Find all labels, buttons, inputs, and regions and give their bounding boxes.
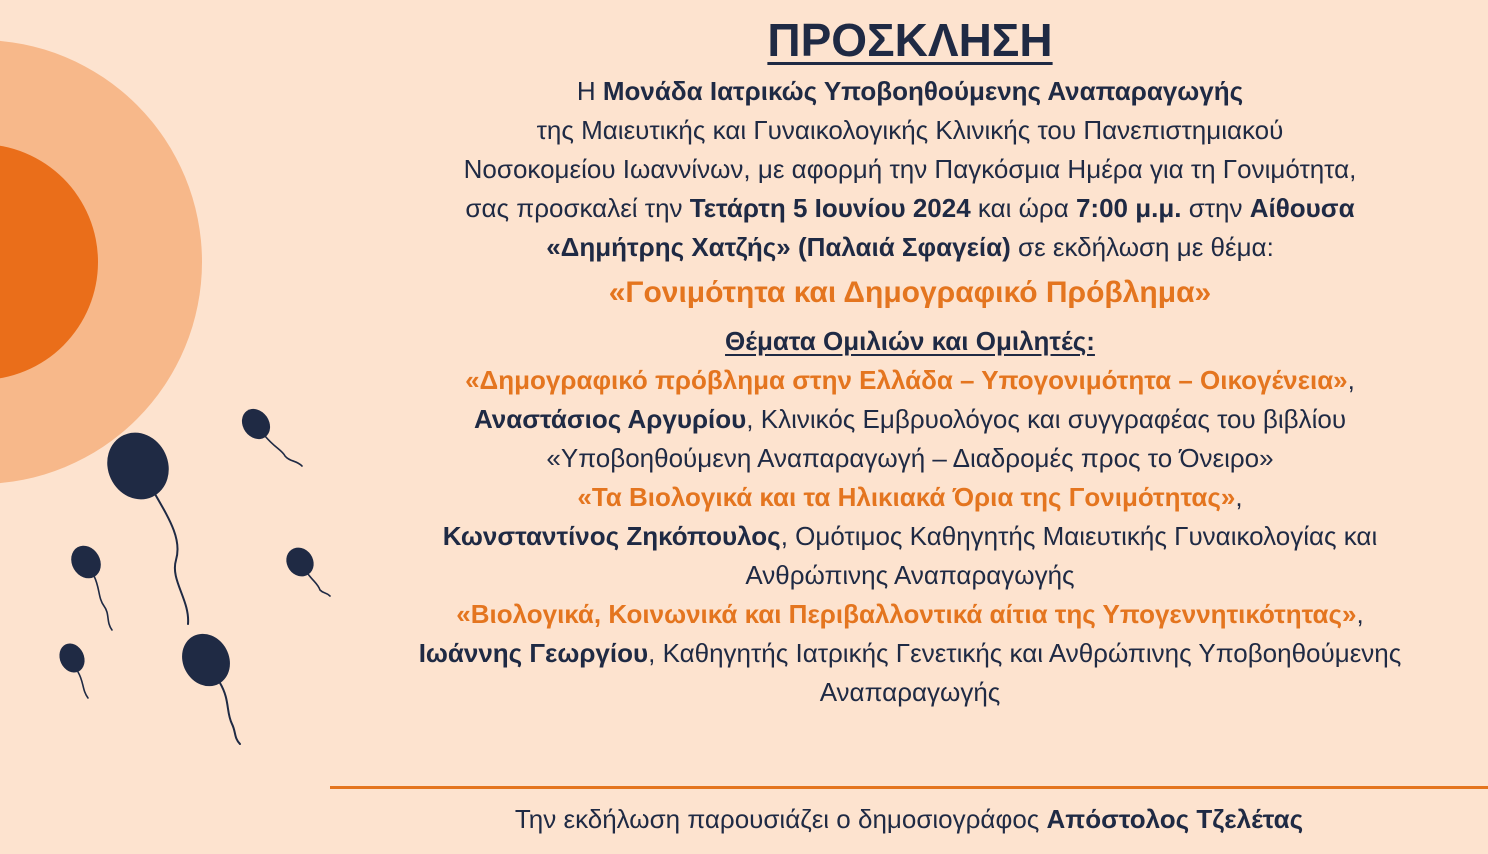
speaker-name: Αναστάσιος Αργυρίου xyxy=(473,404,747,434)
intro-line-3: Νοσοκομείου Ιωαννίνων, με αφορμή την Παγκόσμια Ημέρα για τη Γονιμότητα, xyxy=(463,154,1357,184)
footer-divider xyxy=(330,786,1488,789)
intro-line-5: «Δημήτρης Χατζής» (Παλαιά Σφαγεία) σε εκδήλωση με θέμα: xyxy=(546,232,1274,262)
event-venue: «Δημήτρης Χατζής» (Παλαιά Σφαγεία) xyxy=(546,232,1011,262)
page-title: ΠΡΟΣΚΛΗΣΗ xyxy=(767,14,1053,66)
egg-cell-icon xyxy=(0,40,202,484)
talk-speaker-role: «Υποβοηθούμενη Αναπαραγωγή – Διαδρομές προς το Όνειρο» xyxy=(546,443,1274,473)
talks-heading: Θέματα Ομιλιών και Ομιλητές: xyxy=(725,326,1095,356)
organizer-name: Μονάδα Ιατρικώς Υποβοηθούμενης Αναπαραγωγής xyxy=(602,76,1244,106)
talk-title: «Βιολογικά, Κοινωνικά και Περιβαλλοντικά αίτια της Υπογεννητικότητας», xyxy=(456,599,1364,629)
sperm-icon xyxy=(281,542,330,596)
intro-line-4: σας προσκαλεί την Τετάρτη 5 Ιουνίου 2024 και ώρα 7:00 μ.μ. στην Αίθουσα xyxy=(465,193,1355,223)
footer: Την εκδήλωση παρουσιάζει ο δημοσιογράφος Απόστολος Τζελέτας xyxy=(514,804,1304,834)
sperm-icon xyxy=(65,540,112,630)
decoration xyxy=(0,0,340,854)
event-venue-label: Αίθουσα xyxy=(1249,193,1355,223)
sperm-icon xyxy=(173,625,240,744)
intro-line-2: της Μαιευτικής και Γυναικολογικής Κλινικής του Πανεπιστημιακού xyxy=(536,115,1284,145)
talk-speaker-role: Αναπαραγωγής xyxy=(819,677,1001,707)
talk-speaker-role: Ανθρώπινης Αναπαραγωγής xyxy=(745,560,1075,590)
speaker-name: Ιωάννης Γεωργίου xyxy=(418,638,649,668)
invitation-text xyxy=(330,8,1488,712)
presenter-name: Απόστολος Τζελέτας xyxy=(1046,804,1304,834)
talk-speaker: Αναστάσιος Αργυρίου, Κλινικός Εμβρυολόγος και συγγραφέας του βιβλίου xyxy=(473,404,1347,434)
sperm-icon xyxy=(55,639,89,698)
sperm-icon xyxy=(236,403,302,466)
sperm-icon xyxy=(96,423,188,624)
talk-title: «Τα Βιολογικά και τα Ηλικιακά Όρια της Γονιμότητας», xyxy=(577,482,1243,512)
speaker-name: Κωνσταντίνος Ζηκόπουλος xyxy=(442,521,781,551)
intro-line-1: Η Μονάδα Ιατρικώς Υποβοηθούμενης Αναπαραγωγής xyxy=(576,76,1244,106)
event-theme: «Γονιμότητα και Δημογραφικό Πρόβλημα» xyxy=(608,276,1212,309)
talk-speaker: Κωνσταντίνος Ζηκόπουλος, Ομότιμος Καθηγητής Μαιευτικής Γυναικολογίας και xyxy=(442,521,1378,551)
talk-speaker: Ιωάννης Γεωργίου, Καθηγητής Ιατρικής Γενετικής και Ανθρώπινης Υποβοηθούμενης xyxy=(418,638,1402,668)
event-date: Τετάρτη 5 Ιουνίου 2024 xyxy=(689,193,971,223)
talk-title: «Δημογραφικό πρόβλημα στην Ελλάδα – Υπογονιμότητα – Οικογένεια», xyxy=(465,365,1355,395)
event-time: 7:00 μ.μ. xyxy=(1075,193,1182,223)
